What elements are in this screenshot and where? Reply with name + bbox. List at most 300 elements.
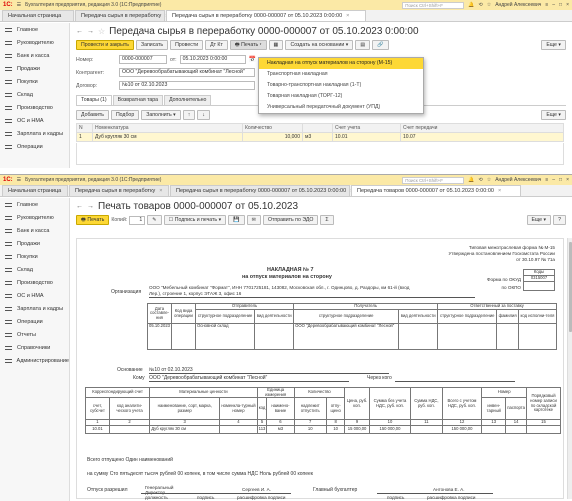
- to-value: ООО "Деревообрабатывающий комбинат "Лесной": [149, 375, 268, 381]
- post-button[interactable]: Провести: [170, 40, 203, 50]
- accountant-name: Антонова Е. А.: [433, 487, 465, 492]
- contractor-row: [76, 68, 255, 77]
- t-unit: Единица измерения: [257, 388, 294, 398]
- t-vat: Сумма НДС, руб. коп.: [411, 388, 442, 420]
- col-header[interactable]: Счет учета: [333, 124, 401, 133]
- print-menu-item-transport[interactable]: Транспортная накладная: [267, 71, 328, 77]
- more-label: Еще: [546, 42, 557, 48]
- sidebar-item-label: Банк и касса: [17, 52, 50, 59]
- tab-raw-transfer-doc[interactable]: [166, 10, 366, 21]
- form-subtitle: на отпуск материалов на сторону: [242, 274, 332, 280]
- t-passport: паспорта: [506, 398, 527, 420]
- codes-header: Коды: [524, 270, 555, 276]
- tabs-bar: [0, 185, 572, 197]
- sidebar-item-label: Склад: [17, 91, 33, 98]
- t-unit-code: код: [257, 398, 267, 420]
- caption-sign: подпись: [387, 495, 405, 500]
- cell[interactable]: Дуб кругляк 30 см: [93, 133, 243, 142]
- t-qty-done: отпу-щено: [326, 398, 345, 420]
- accountant-label: Главный бухгалтер: [313, 487, 358, 493]
- select-button[interactable]: Подбор: [111, 110, 139, 120]
- table-header: [77, 124, 564, 133]
- hdr-responsible: Ответственный за поставку: [438, 304, 557, 310]
- tab-label: Передача сырья в переработку: [75, 188, 156, 194]
- contract-label: Договор:: [76, 82, 98, 89]
- sidebar-item-label: Зарплата и кадры: [17, 130, 64, 137]
- org-value: ООО "Мебельный комбинат "Формат", ИНН 7701725181, 143082, Московская обл., г. Одинцово, д. Раздоры, км 61-й (вход: [149, 285, 410, 290]
- permit-label: Отпуск разрешил: [87, 487, 128, 493]
- cell-unit: м3: [267, 426, 294, 434]
- sidebar-item-label: Зарплата и кадры: [17, 305, 64, 312]
- bell-icon[interactable]: 🔔: [468, 2, 475, 8]
- col-header[interactable]: [303, 124, 333, 133]
- table-empty-area: [76, 143, 564, 165]
- close-icon[interactable]: ×: [566, 177, 569, 183]
- tab-label: Передача сырья в переработку 0000-000007 от 05.10.2023 0:00:00: [176, 188, 347, 194]
- tab-label: Передача сырья в переработку 0000-000007 от 05.10.2023 0:00:00: [172, 13, 343, 19]
- hdr-opcode: Код вида операции: [172, 304, 196, 324]
- mail-icon[interactable]: ✉: [247, 215, 261, 225]
- tab-additional[interactable]: Дополнительно: [164, 95, 211, 105]
- app-logo: 1С:: [3, 177, 13, 183]
- checkbox-icon: ☐: [168, 217, 175, 223]
- print-menu-item-m15[interactable]: Накладная на отпуск материалов на сторону (М-15): [259, 58, 423, 69]
- sidebar-item-label: Покупки: [17, 253, 38, 260]
- favorite-star-icon[interactable]: ☆: [98, 26, 106, 36]
- okud-code: 0315007: [524, 276, 555, 282]
- col-num: 9: [345, 420, 369, 426]
- more-label: Еще: [531, 217, 543, 223]
- sidebar-item-label: Продажи: [17, 240, 40, 247]
- minimize-icon[interactable]: –: [552, 2, 556, 8]
- t-values: Материальные ценности: [150, 388, 257, 398]
- sidebar-item-production[interactable]: [0, 276, 69, 289]
- sidebar-item-label: ОС и НМА: [17, 117, 44, 124]
- dt-kt-button[interactable]: Дт Кт: [205, 40, 228, 50]
- total-sum-icon[interactable]: Σ: [320, 215, 333, 225]
- more-button[interactable]: Еще ▾: [541, 40, 566, 50]
- t-order: Порядковый номер записи по складской картотеке: [527, 388, 561, 420]
- settings-icon[interactable]: ≡: [545, 177, 549, 183]
- doc-subtabs: [76, 95, 211, 105]
- sidebar-item-production[interactable]: [0, 101, 69, 114]
- col-header[interactable]: Номенклатура: [93, 124, 243, 133]
- sidebar-item-reports[interactable]: [0, 328, 69, 341]
- hdr-struct: структурное подразделение: [196, 310, 255, 324]
- tab-goods-transfer-print[interactable]: [351, 185, 521, 196]
- back-arrow-icon[interactable]: ←: [76, 202, 83, 210]
- okpo-label: по ОКПО: [501, 285, 521, 290]
- fill-button[interactable]: Заполнить ▾: [141, 110, 181, 120]
- sidebar-item-sales[interactable]: [0, 237, 69, 250]
- col-num: 13: [482, 420, 506, 426]
- fill-label: Заполнить: [146, 112, 172, 118]
- to-label: Кому: [133, 375, 145, 381]
- tab-label: Передача товаров 0000-000007 от 05.10.2023 0:00:00: [357, 188, 494, 194]
- print-toolbar: [72, 214, 572, 226]
- send-edo-button[interactable]: Отправить по ЭДО: [263, 215, 318, 225]
- contractor-label: Контрагент:: [76, 69, 105, 76]
- total-sum-text: на сумму Сто пятьдесят тысяч рублей 00 копеек, в том числе сумма НДС Ноль рублей 00 копеек: [87, 471, 313, 477]
- window-top: [0, 0, 572, 168]
- menu-icon: [5, 307, 12, 311]
- bell-icon[interactable]: 🔔: [468, 177, 475, 183]
- cell-date: 05.10.2023: [148, 324, 172, 350]
- move-up-icon[interactable]: ↑: [183, 110, 196, 120]
- menu-icon: [5, 145, 12, 149]
- create-based-label: Создать на основании: [290, 42, 345, 48]
- attachment-icon[interactable]: ▦: [269, 40, 284, 50]
- create-based-button[interactable]: Создать на основании ▾: [285, 40, 353, 50]
- print-dropdown: [258, 57, 424, 114]
- t-inv: инвен-тарный: [482, 398, 506, 420]
- sidebar-item-label: Производство: [17, 104, 53, 111]
- printed-form-area[interactable]: [76, 238, 564, 499]
- col-num: 1: [86, 420, 110, 426]
- col-num: 6: [267, 420, 294, 426]
- sidebar-item-label: Главное: [17, 26, 39, 33]
- printer-icon: 🖶: [81, 217, 88, 223]
- sidebar-item-label: Продажи: [17, 65, 40, 72]
- sidebar-item-assets[interactable]: [0, 289, 69, 302]
- col-num: 12: [442, 420, 482, 426]
- sidebar-item-main[interactable]: [0, 23, 69, 36]
- menu-icon: [5, 132, 12, 136]
- calendar-icon[interactable]: 📅: [248, 57, 257, 63]
- minimize-icon[interactable]: –: [552, 177, 556, 183]
- hdr-sender: Отправитель: [196, 304, 294, 310]
- doc-toolbar: [72, 39, 572, 51]
- col-header[interactable]: N: [77, 124, 93, 133]
- tab-raw-transfer-list[interactable]: [69, 185, 169, 196]
- sidebar-item-directories[interactable]: [0, 341, 69, 354]
- sidebar-item-warehouse[interactable]: [0, 263, 69, 276]
- t-price: Цена, руб. коп.: [345, 388, 369, 420]
- col-num: 5: [257, 420, 267, 426]
- page-title: Печать товаров 0000-000007 от 05.10.2023: [98, 200, 299, 212]
- cell[interactable]: м3: [303, 133, 333, 142]
- grid-more-label: Еще: [546, 112, 557, 118]
- sidebar-item-label: Покупки: [17, 78, 38, 85]
- maximize-icon[interactable]: □: [559, 2, 563, 8]
- menu-icon: [5, 119, 12, 123]
- print-label: Печать: [87, 217, 105, 223]
- titlebar: [0, 0, 572, 10]
- col-num: 11: [411, 420, 442, 426]
- cell-vat: [411, 426, 442, 434]
- table-row: [86, 426, 561, 434]
- form-typical: Типовая межотраслевая форма № М-15: [468, 245, 555, 250]
- sidebar-item-director[interactable]: [0, 211, 69, 224]
- hdr-struct: структурное подразделение: [438, 310, 497, 324]
- menu-icon: [5, 41, 12, 45]
- menu-icon: [5, 80, 12, 84]
- sidebar-item-label: Производство: [17, 279, 53, 286]
- col-num: 3: [150, 420, 220, 426]
- tab-home[interactable]: [2, 10, 74, 21]
- header-table: [147, 303, 557, 350]
- hdr-surname: фамилия: [497, 310, 519, 324]
- tab-close-icon[interactable]: ×: [346, 13, 350, 19]
- edit-icon[interactable]: ✎: [147, 215, 161, 225]
- cell-sender: Основной склад: [196, 324, 255, 350]
- t-unit-name: наимено-вание: [267, 398, 294, 420]
- save-button[interactable]: Записать: [136, 40, 168, 50]
- okud-label: Форма по ОКУД: [486, 277, 521, 282]
- window-body: [0, 23, 572, 168]
- menu-icon: [5, 268, 12, 272]
- col-num: 7: [294, 420, 326, 426]
- menu-icon: [5, 333, 12, 337]
- basis-label: Основание: [117, 367, 143, 373]
- items-table: [85, 387, 561, 434]
- col-header[interactable]: Количество: [243, 124, 303, 133]
- add-row-button[interactable]: Добавить: [76, 110, 109, 120]
- tab-close-icon[interactable]: ×: [159, 188, 163, 194]
- print-label: Печать: [241, 42, 259, 48]
- col-header[interactable]: Счет передачи: [401, 124, 564, 133]
- history-icon[interactable]: ⟲: [478, 2, 483, 8]
- doc-header: [72, 23, 572, 39]
- cell[interactable]: 10,000: [243, 133, 303, 142]
- tabs-bar: [0, 10, 572, 22]
- sidebar-item-salary[interactable]: [0, 127, 69, 140]
- copies-input[interactable]: 1: [129, 216, 145, 225]
- caption-decode: расшифровка подписи: [237, 495, 286, 500]
- copies-label: Копий:: [111, 217, 128, 223]
- sidebar-item-bank[interactable]: [0, 49, 69, 62]
- cell[interactable]: 10.07: [401, 133, 564, 142]
- sidebar-item-operations[interactable]: [0, 140, 69, 153]
- contractor-input[interactable]: ООО "Деревообрабатывающий комбинат "Лесной": [119, 68, 255, 77]
- col-num: 15: [527, 420, 561, 426]
- page-title: Передача сырья в переработку 0000-000007 от 05.10.2023 0:00:00: [109, 25, 419, 37]
- sidebar-item-label: Операции: [17, 318, 43, 325]
- hdr-receiver: Получатель: [294, 304, 438, 310]
- col-num: 2: [109, 420, 149, 426]
- goods-table: [76, 123, 564, 142]
- caption-decode: расшифровка подписи: [427, 495, 476, 500]
- help-icon[interactable]: ?: [553, 215, 566, 225]
- printer-icon: 🖶: [234, 42, 242, 48]
- cell-total: 150 000,00: [442, 426, 482, 434]
- sidebar-item-purchases[interactable]: [0, 75, 69, 88]
- window-body: [0, 198, 572, 501]
- back-arrow-icon[interactable]: ←: [76, 27, 83, 35]
- menu-icon: [5, 320, 12, 324]
- sidebar-item-bank[interactable]: [0, 224, 69, 237]
- sidebar-item-warehouse[interactable]: [0, 88, 69, 101]
- post-and-close-button[interactable]: Провести и закрыть: [76, 40, 134, 50]
- user-name[interactable]: Андрей Алексеевич: [495, 177, 542, 183]
- app-title: Бухгалтерия предприятия, редакция 3.0 (1С:Предприятие): [25, 2, 162, 8]
- menu-icon: [5, 346, 12, 350]
- form-title: НАКЛАДНАЯ № 7: [267, 267, 314, 273]
- t-qty-rel: надлежит отпустить: [294, 398, 326, 420]
- print-menu-item-upd[interactable]: Универсальный передаточный документ (УПД): [267, 104, 381, 110]
- form-approved: Утверждена постановлением Госкомстата России: [448, 251, 555, 256]
- sidebar-item-label: Склад: [17, 266, 33, 273]
- print-button[interactable]: 🖶 Печать ▾: [230, 40, 267, 50]
- star-icon[interactable]: ☆: [486, 2, 492, 8]
- permit-position: Генеральный Директор: [145, 485, 174, 495]
- tab-returnable-pack[interactable]: Возвратная тара: [113, 95, 163, 105]
- contract-row: [76, 81, 255, 90]
- col-num: 8: [326, 420, 345, 426]
- app-logo: 1С:: [3, 2, 13, 8]
- print-menu-item-torg12[interactable]: Товарная накладная (ТОРГ-12): [267, 93, 343, 99]
- hdr-activity: вид деятельности: [255, 310, 294, 324]
- menu-icon: [5, 93, 12, 97]
- t-account-sub: счет, субсчет: [86, 398, 110, 420]
- sidebar-item-assets[interactable]: [0, 114, 69, 127]
- cell-receiver: ООО "Деревообрабатывающий комбинат "Лесной": [294, 324, 399, 350]
- t-qty: Количество: [294, 388, 345, 398]
- t-total: Всего с учетом НДС, руб. коп.: [442, 388, 482, 420]
- tab-label: Начальная страница: [8, 188, 62, 194]
- sidebar-item-label: Справочники: [17, 344, 51, 351]
- sidebar-item-admin[interactable]: [0, 354, 69, 367]
- content: [72, 23, 572, 168]
- sidebar-item-label: Главное: [17, 201, 39, 208]
- col-num: 14: [506, 420, 527, 426]
- sidebar-item-label: Руководителю: [17, 214, 54, 221]
- caption-sign: подпись: [197, 495, 215, 500]
- menu-icon: [5, 28, 12, 32]
- maximize-icon[interactable]: □: [559, 177, 563, 183]
- menu-icon: [5, 229, 12, 233]
- window-menu-icon[interactable]: ☰: [16, 177, 22, 183]
- caption-position: должность: [145, 495, 168, 500]
- sidebar-item-label: Операции: [17, 143, 43, 150]
- more-button[interactable]: Еще ▾: [527, 215, 552, 225]
- sidebar: [0, 23, 70, 168]
- sign-print-label: Подпись и печать: [174, 217, 218, 223]
- t-account: Корреспондирующий счет: [86, 388, 150, 398]
- global-search-input[interactable]: Поиск Ctrl+Shift+F: [402, 2, 464, 9]
- tab-label: Начальная страница: [8, 13, 62, 19]
- cell-name: Дуб кругляк 30 см: [150, 426, 220, 434]
- menu-icon: [5, 67, 12, 71]
- content: [72, 198, 572, 501]
- tab-home[interactable]: [2, 185, 68, 196]
- doc-header: [72, 198, 572, 214]
- number-row: [76, 55, 256, 64]
- tab-label: Передача сырья в переработку: [81, 13, 162, 19]
- sidebar-item-label: Администрирование: [16, 357, 69, 364]
- menu-icon: [5, 294, 12, 298]
- sidebar-item-label: Отчеты: [17, 331, 37, 338]
- save-icon[interactable]: 💾: [228, 215, 244, 225]
- link-icon[interactable]: 🔗: [372, 40, 388, 50]
- form-approved-date: от 30.10.97 № 71а: [516, 257, 555, 262]
- vertical-scrollbar[interactable]: [567, 238, 572, 499]
- col-num: 10: [369, 420, 411, 426]
- user-name[interactable]: Андрей Алексеевич: [495, 2, 542, 8]
- tab-close-icon[interactable]: ×: [497, 188, 502, 194]
- sidebar-item-salary[interactable]: [0, 302, 69, 315]
- okpo-code: [524, 282, 555, 291]
- cell-unit-code: 113: [257, 426, 267, 434]
- date-label: от:: [170, 56, 177, 63]
- global-search-input[interactable]: Поиск Ctrl+Shift+F: [402, 177, 464, 184]
- sidebar-item-label: Руководителю: [17, 39, 54, 46]
- t-nom: номенкла-турный номер: [220, 398, 257, 420]
- print-menu-item-ttn[interactable]: Товарно-транспортная накладная (1-Т): [267, 82, 362, 88]
- forward-arrow-icon[interactable]: →: [87, 27, 94, 35]
- codes-table: [523, 269, 555, 291]
- sidebar-item-label: Банк и касса: [17, 227, 50, 234]
- cell-qty-done: 10: [326, 426, 345, 434]
- sidebar-item-purchases[interactable]: [0, 250, 69, 263]
- star-icon[interactable]: ☆: [486, 177, 492, 183]
- sidebar-item-director[interactable]: [0, 36, 69, 49]
- close-icon[interactable]: ×: [566, 2, 569, 8]
- basis-value: №10 от 02.10.2023: [149, 367, 193, 373]
- t-name: наименование, сорт, марка, размер: [150, 398, 220, 420]
- report-icon[interactable]: ▤: [355, 40, 370, 50]
- t-sum: Сумма без учета НДС, руб. коп.: [369, 388, 411, 420]
- org-label: Организация: [111, 289, 142, 295]
- print-button[interactable]: [76, 215, 109, 225]
- forward-arrow-icon[interactable]: →: [87, 202, 94, 210]
- window-menu-icon[interactable]: ☰: [16, 2, 22, 8]
- menu-icon: [5, 359, 12, 363]
- menu-icon: [5, 255, 12, 259]
- cell-sum: 150 000,00: [369, 426, 411, 434]
- date-input[interactable]: 05.10.2023 0:00:00: [180, 55, 246, 64]
- hdr-struct: структурное подразделение: [294, 310, 399, 324]
- hdr-date: Дата составле-ния: [148, 304, 172, 324]
- sidebar-item-label: ОС и НМА: [17, 292, 44, 299]
- window-bottom: [0, 174, 572, 501]
- menu-icon: [5, 281, 12, 285]
- tab-raw-transfer-doc[interactable]: [170, 185, 350, 196]
- settings-icon[interactable]: ≡: [545, 2, 549, 8]
- number-input[interactable]: 0000-000007: [119, 55, 167, 64]
- number-label: Номер:: [76, 56, 94, 63]
- cell[interactable]: 1: [77, 133, 93, 142]
- menu-icon: [5, 242, 12, 246]
- sidebar-item-main[interactable]: [0, 198, 69, 211]
- tab-goods[interactable]: Товары (1): [76, 95, 112, 105]
- contract-input[interactable]: №10 от 02.10.2023: [119, 81, 255, 90]
- grid-more-button[interactable]: Еще ▾: [541, 110, 566, 120]
- total-items: Всего отпущено Один наименований: [87, 457, 173, 463]
- permit-name: Сергеев И. А.: [242, 487, 272, 492]
- app-title: Бухгалтерия предприятия, редакция 3.0 (1С:Предприятие): [25, 177, 162, 183]
- cell[interactable]: 10.01: [333, 133, 401, 142]
- hdr-exec: код исполни-теля: [518, 310, 556, 324]
- table-row[interactable]: [77, 133, 564, 142]
- menu-icon: [5, 54, 12, 58]
- titlebar: [0, 175, 572, 185]
- move-down-icon[interactable]: ↓: [197, 110, 210, 120]
- hdr-activity: вид деятельности: [399, 310, 438, 324]
- sign-print-button[interactable]: ☐ Подпись и печать ▾: [164, 215, 227, 225]
- sidebar-item-operations[interactable]: [0, 315, 69, 328]
- cell-qty-rel: 10: [294, 426, 326, 434]
- tab-raw-transfer-list[interactable]: [75, 10, 165, 21]
- menu-icon: [5, 106, 12, 110]
- history-icon[interactable]: ⟲: [478, 177, 483, 183]
- col-num: 4: [220, 420, 257, 426]
- t-number: Номер: [482, 388, 527, 398]
- sidebar-item-sales[interactable]: [0, 62, 69, 75]
- menu-icon: [5, 203, 12, 207]
- through-label: Через кого: [367, 375, 392, 381]
- t-account-code: код аналити-ческого учета: [109, 398, 149, 420]
